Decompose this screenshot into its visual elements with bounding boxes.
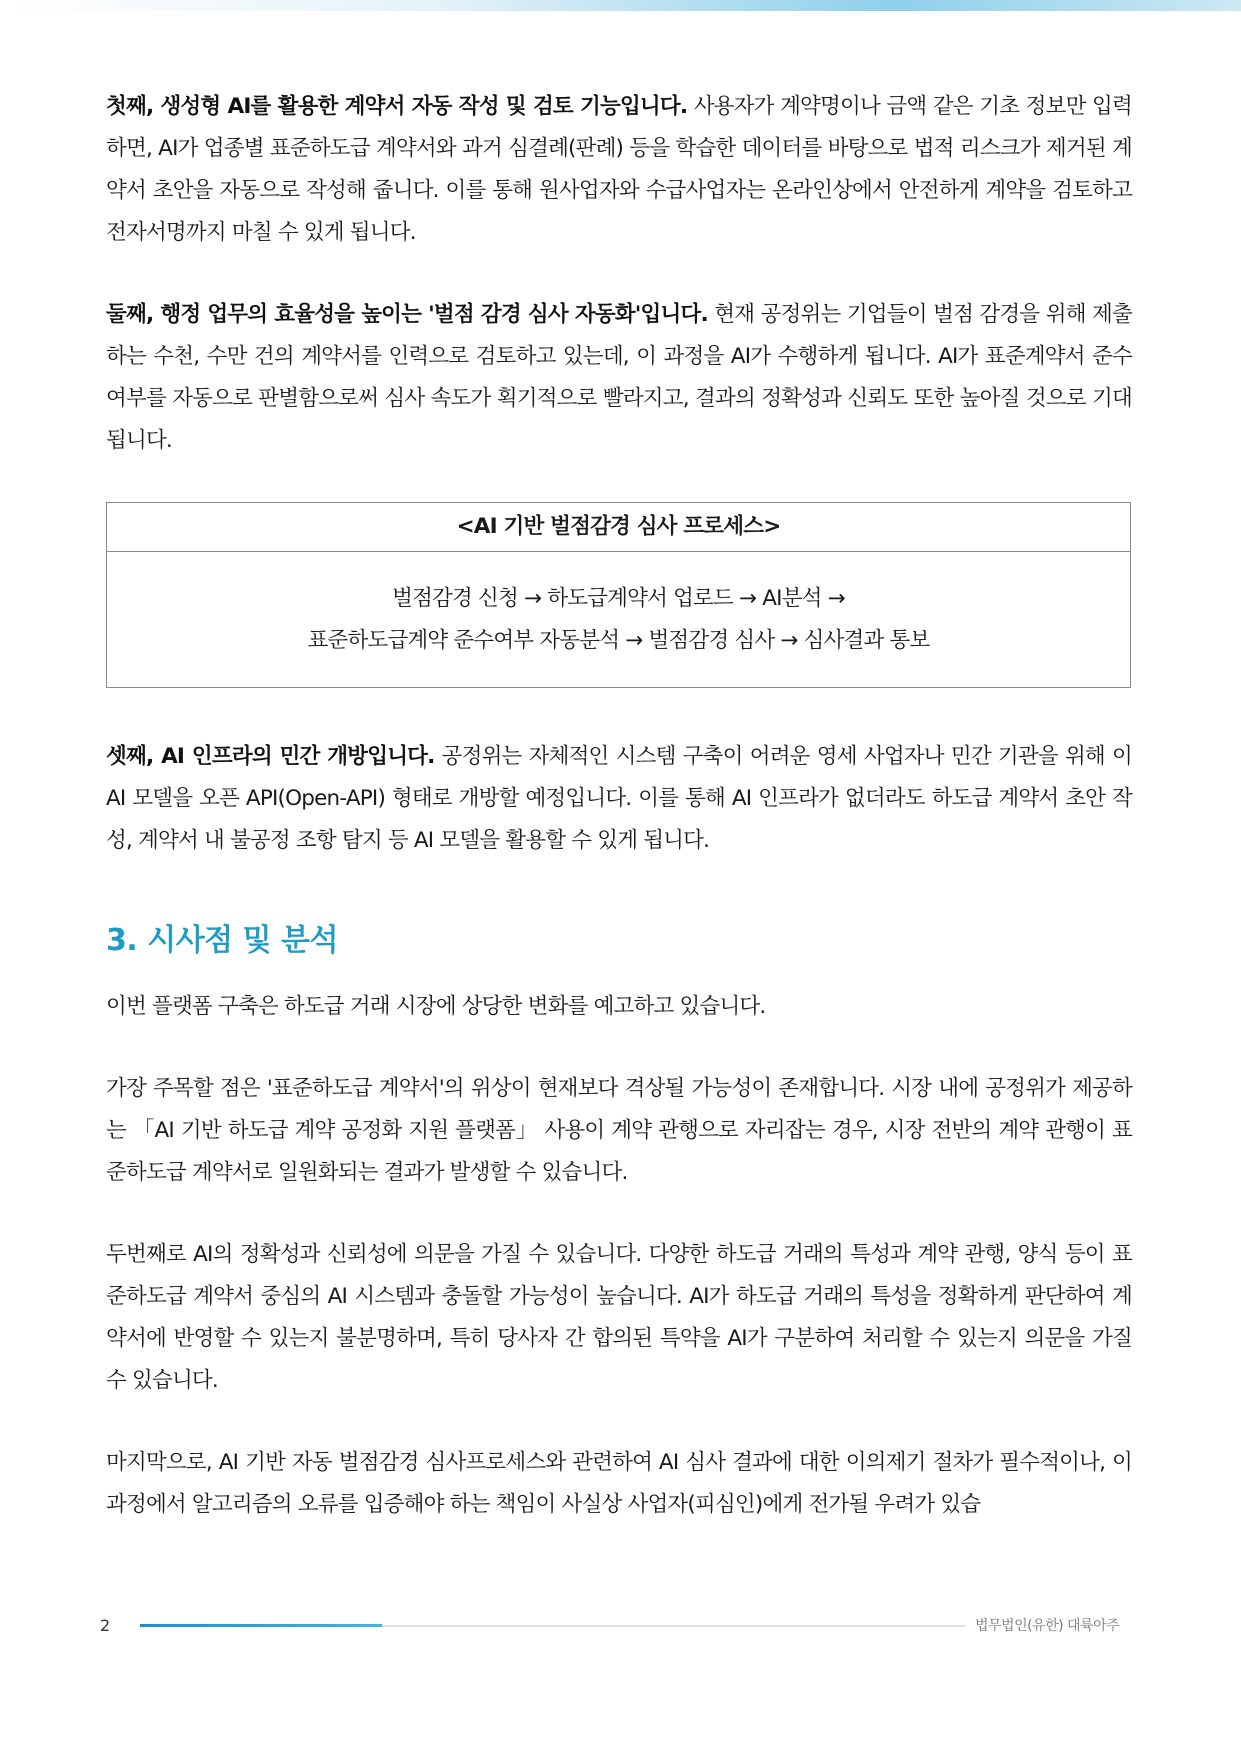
section-title: 3. 시사점 및 분석 — [106, 923, 338, 958]
paragraph-point-2: 두번째로 AI의 정확성과 신뢰성에 의문을 가질 수 있습니다. 다양한 하도급 거래의 특성과 계약 관행, 양식 등이 표준하도급 계약서 중심의 AI 시스템과 충돌할 가능성이 높습니다. AI가 하도급 거래의 특성을 정확하게 판단하여 계약서에 반영할 수 있는지 불분명하며, 특히 당사자 간 합의된 특약을 AI가 구분하여 처리할 수 있는지 의문을 가질 수 있습니다. — [106, 1242, 1132, 1393]
paragraph-point-3: 마지막으로, AI 기반 자동 벌점감경 심사프로세스와 관련하여 AI 심사 결과에 대한 이의제기 절차가 필수적이나, 이 과정에서 알고리즘의 오류를 입증해야 하는 책임이 사실상 사업자(피심인)에게 전가될 우려가 있습 — [106, 1450, 1132, 1517]
process-line-1: 벌점감경 신청 → 하도급계약서 업로드 → AI분석 → — [392, 586, 845, 611]
paragraph-second-heading: 둘째, 행정 업무의 효율성을 높이는 '벌점 감경 심사 자동화'입니다. — [106, 302, 708, 327]
footer-accent-bar — [140, 1624, 382, 1627]
paragraph-first — [106, 86, 1132, 254]
process-line-2: 표준하도급계약 준수여부 자동분석 → 벌점감경 심사 → 심사결과 통보 — [307, 628, 930, 653]
footer-firm-name: 법무법인(유한) 대륙아주 — [975, 1618, 1120, 1634]
paragraph-second — [106, 294, 1132, 462]
paragraph-point-1: 가장 주목할 점은 '표준하도급 계약서'의 위상이 현재보다 격상될 가능성이 존재합니다. 시장 내에 공정위가 제공하는 「AI 기반 하도급 계약 공정화 지원 플랫폼」 사용이 계약 관행으로 자리잡는 경우, 시장 전반의 계약 관행이 표준하도급 계약서로 일원화되는 결과가 발생할 수 있습니다. — [106, 1076, 1132, 1185]
paragraph-first-body: 사용자가 계약명이나 금액 같은 기초 정보만 입력하면, AI가 업종별 표준하도급 계약서와 과거 심결례(판례) 등을 학습한 데이터를 바탕으로 법적 리스크가 제거된 계약서 초안을 자동으로 작성해 줍니다. 이를 통해 원사업자와 수급사업자는 온라인상에서 안전하게 계약을 검토하고 전자서명까지 마칠 수 있게 됩니다. — [106, 94, 1132, 245]
paragraph-third — [106, 736, 1132, 862]
page-number: 2 — [100, 1616, 111, 1635]
paragraph-first-heading: 첫째, 생성형 AI를 활용한 계약서 자동 작성 및 검토 기능입니다. — [106, 94, 688, 119]
process-box-body — [107, 552, 1130, 687]
paragraph-intro: 이번 플랫폼 구축은 하도급 거래 시장에 상당한 변화를 예고하고 있습니다. — [106, 994, 766, 1019]
process-box-title: <AI 기반 벌점감경 심사 프로세스> — [107, 503, 1130, 552]
paragraph-second-body: 현재 공정위는 기업들이 벌점 감경을 위해 제출하는 수천, 수만 건의 계약서를 인력으로 검토하고 있는데, 이 과정을 AI가 수행하게 됩니다. AI가 표준계약서 준수 여부를 자동으로 판별함으로써 심사 속도가 획기적으로 빨라지고, 결과의 정확성과 신뢰도 또한 높아질 것으로 기대됩니다. — [106, 302, 1132, 453]
paragraph-third-body: 공정위는 자체적인 시스템 구축이 어려운 영세 사업자나 민간 기관을 위해 이 AI 모델을 오픈 API(Open-API) 형태로 개방할 예정입니다. 이를 통해 AI 인프라가 없더라도 하도급 계약서 초안 작성, 계약서 내 불공정 조항 탐지 등 AI 모델을 활용할 수 있게 됩니다. — [106, 744, 1133, 853]
paragraph-third-heading: 셋째, AI 인프라의 민간 개방입니다. — [106, 744, 435, 769]
process-box — [106, 502, 1131, 688]
page-content — [106, 86, 1132, 1526]
top-gradient-bar — [0, 0, 1241, 11]
